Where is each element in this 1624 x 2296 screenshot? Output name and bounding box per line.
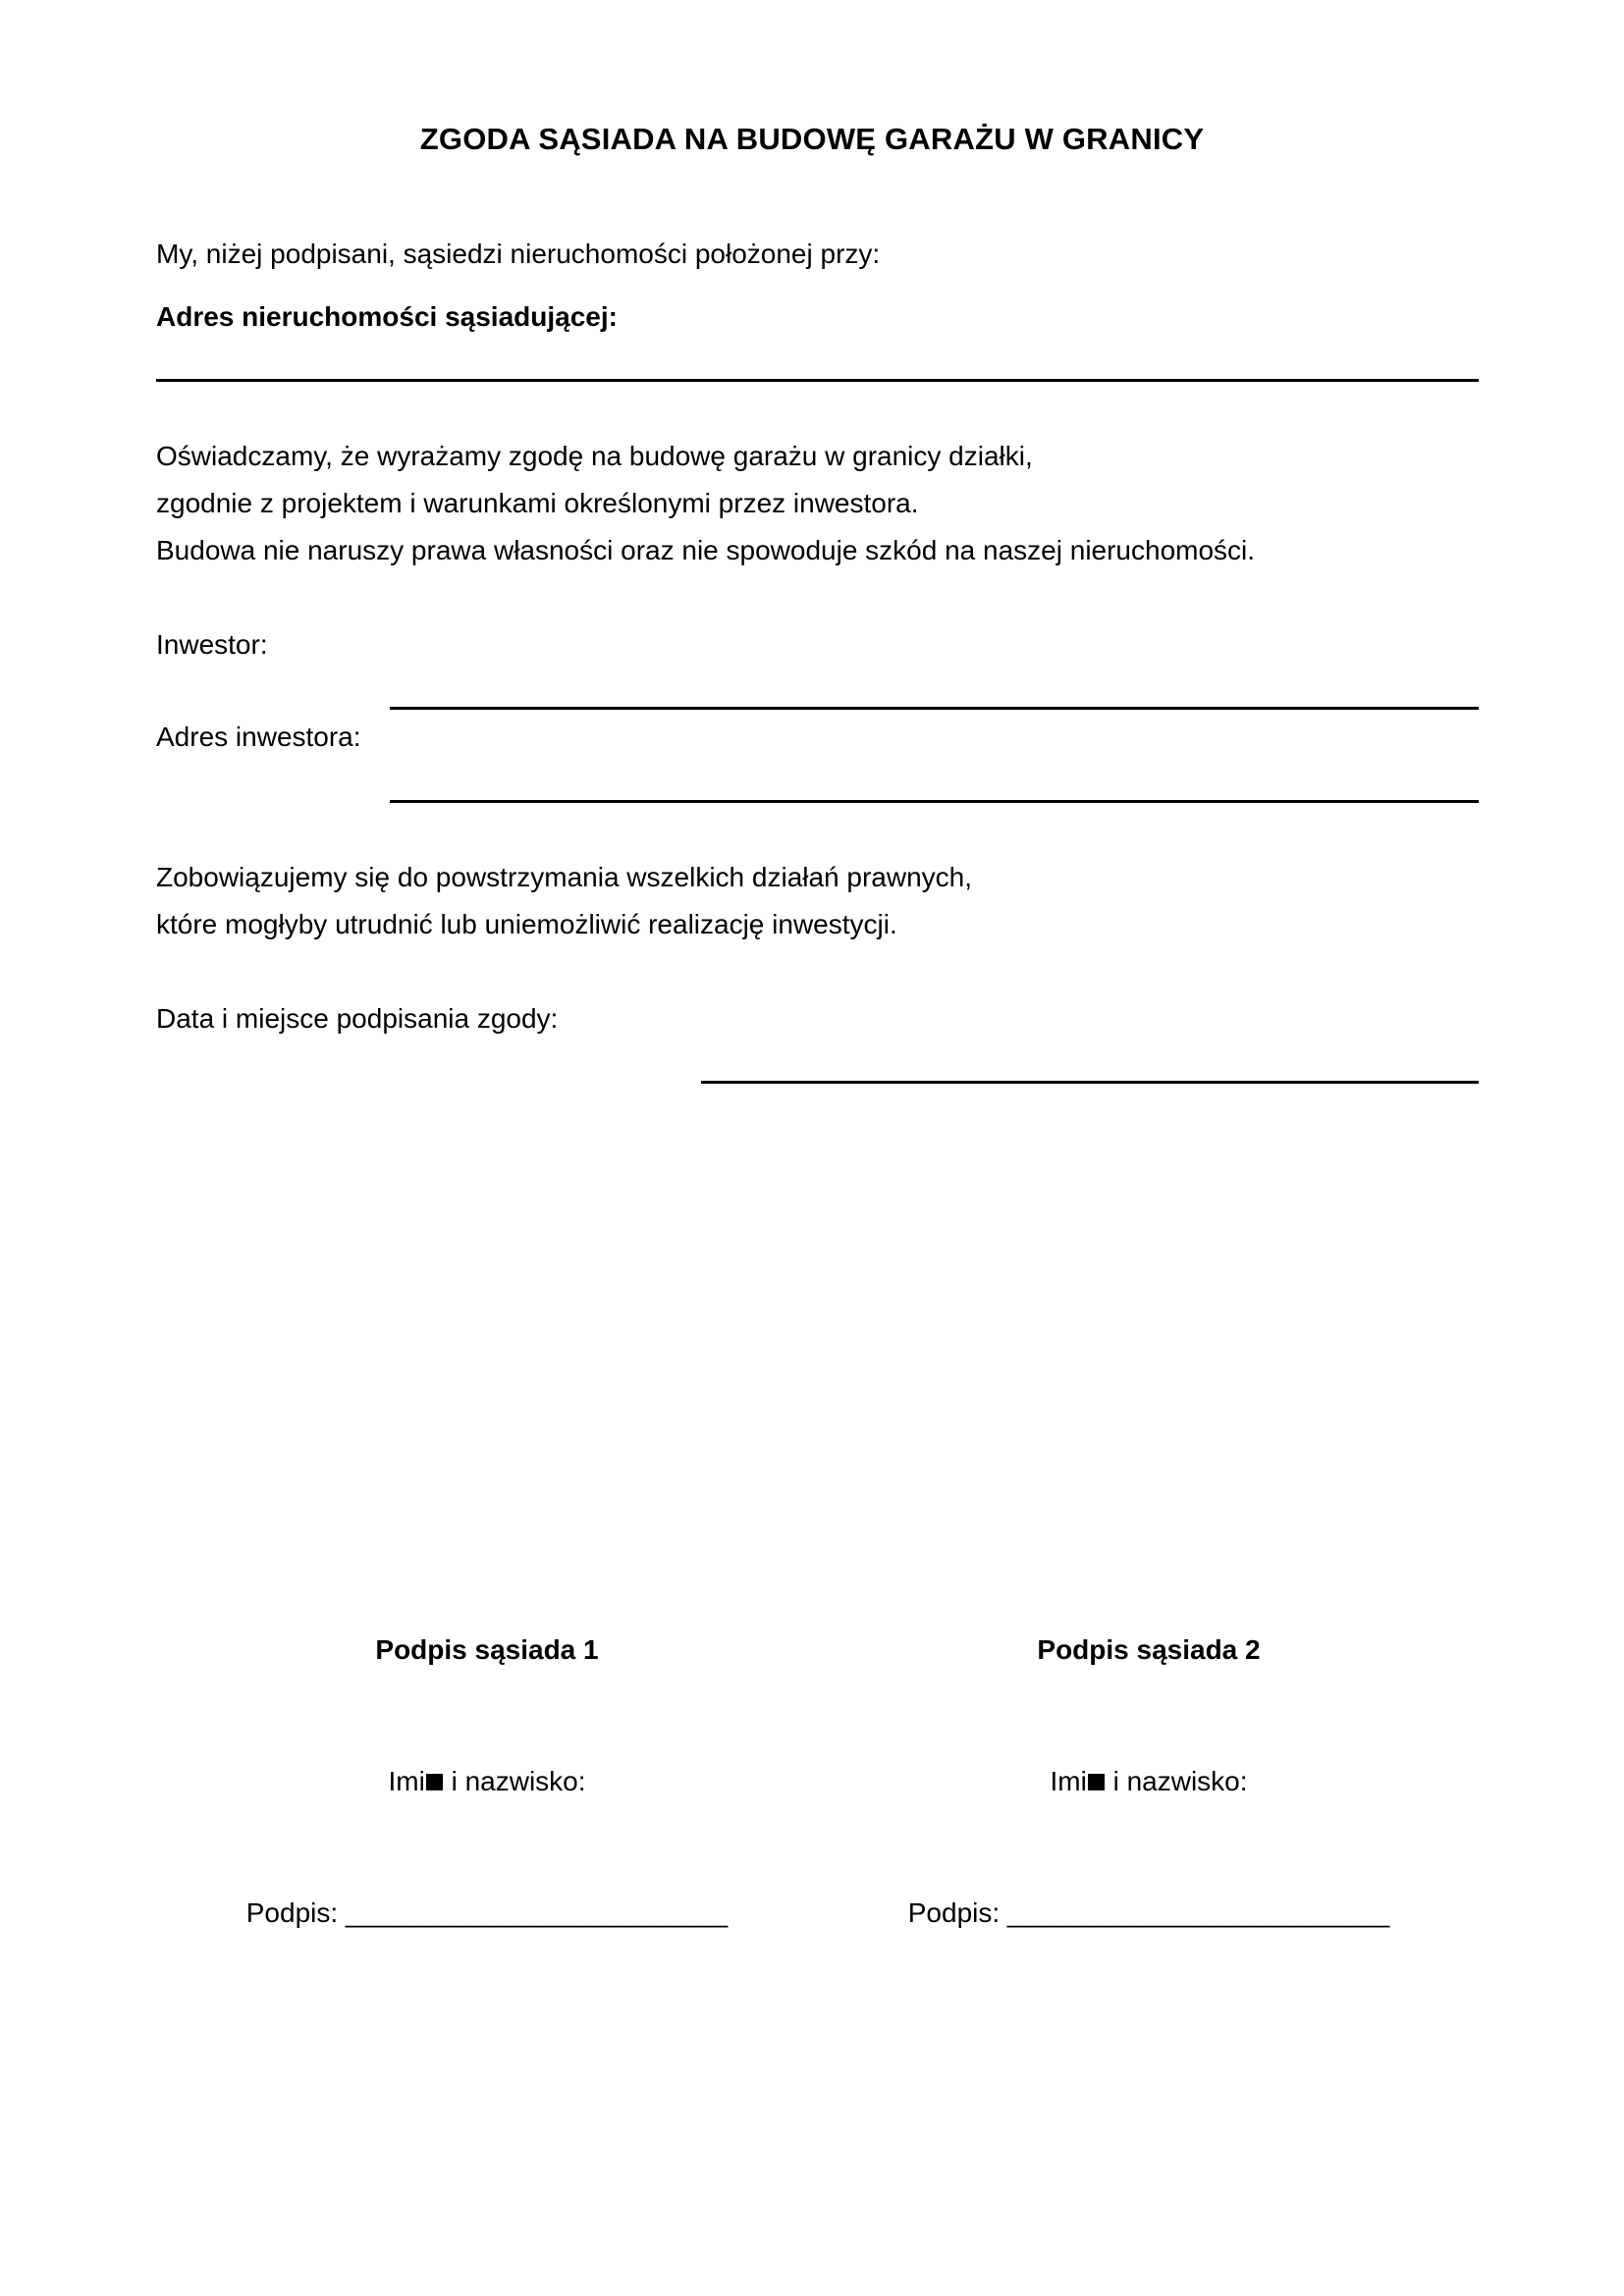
investor-address-label: Adres inwestora: xyxy=(156,721,361,752)
missing-glyph-icon xyxy=(1088,1774,1105,1790)
neighbor-address-label: Adres nieruchomości sąsiadującej: xyxy=(156,301,618,332)
statement-line-3: Budowa nie naruszy prawa własności oraz nie spowoduje szkód na naszej nieruchomości. xyxy=(156,535,1256,565)
obligation-line-1: Zobowiązujemy się do powstrzymania wszelkich działań prawnych, xyxy=(156,862,973,892)
statement-line-1: Oświadczamy, że wyrażamy zgodę na budowę garażu w granicy działki, xyxy=(156,441,1033,471)
document-title: ZGODA SĄSIADA NA BUDOWĘ GARAŻU W GRANICY xyxy=(419,122,1205,156)
date-place-line xyxy=(701,1081,1479,1084)
investor-label: Inwestor: xyxy=(156,629,268,660)
statement-line-2: zgodnie z projektem i warunkami określonymi przez inwestora. xyxy=(156,488,919,518)
missing-glyph-icon xyxy=(426,1774,443,1790)
name-label-2: Imi i nazwisko: xyxy=(1050,1766,1248,1796)
signature-line-2: Podpis: _________________________ xyxy=(907,1897,1390,1928)
signature-heading-1: Podpis sąsiada 1 xyxy=(375,1634,599,1665)
date-place-label: Data i miejsce podpisania zgody: xyxy=(156,1003,559,1034)
investor-address-line xyxy=(390,800,1479,803)
signature-heading-2: Podpis sąsiada 2 xyxy=(1037,1634,1261,1665)
intro-text: My, niżej podpisani, sąsiedzi nieruchomości położonej przy: xyxy=(156,239,881,269)
obligation-line-2: które mogłyby utrudnić lub uniemożliwić realizację inwestycji. xyxy=(156,909,897,939)
investor-line xyxy=(390,707,1479,710)
name-label-1: Imi i nazwisko: xyxy=(388,1766,586,1796)
signature-line-1: Podpis: _________________________ xyxy=(245,1897,729,1928)
neighbor-address-line xyxy=(156,379,1479,382)
